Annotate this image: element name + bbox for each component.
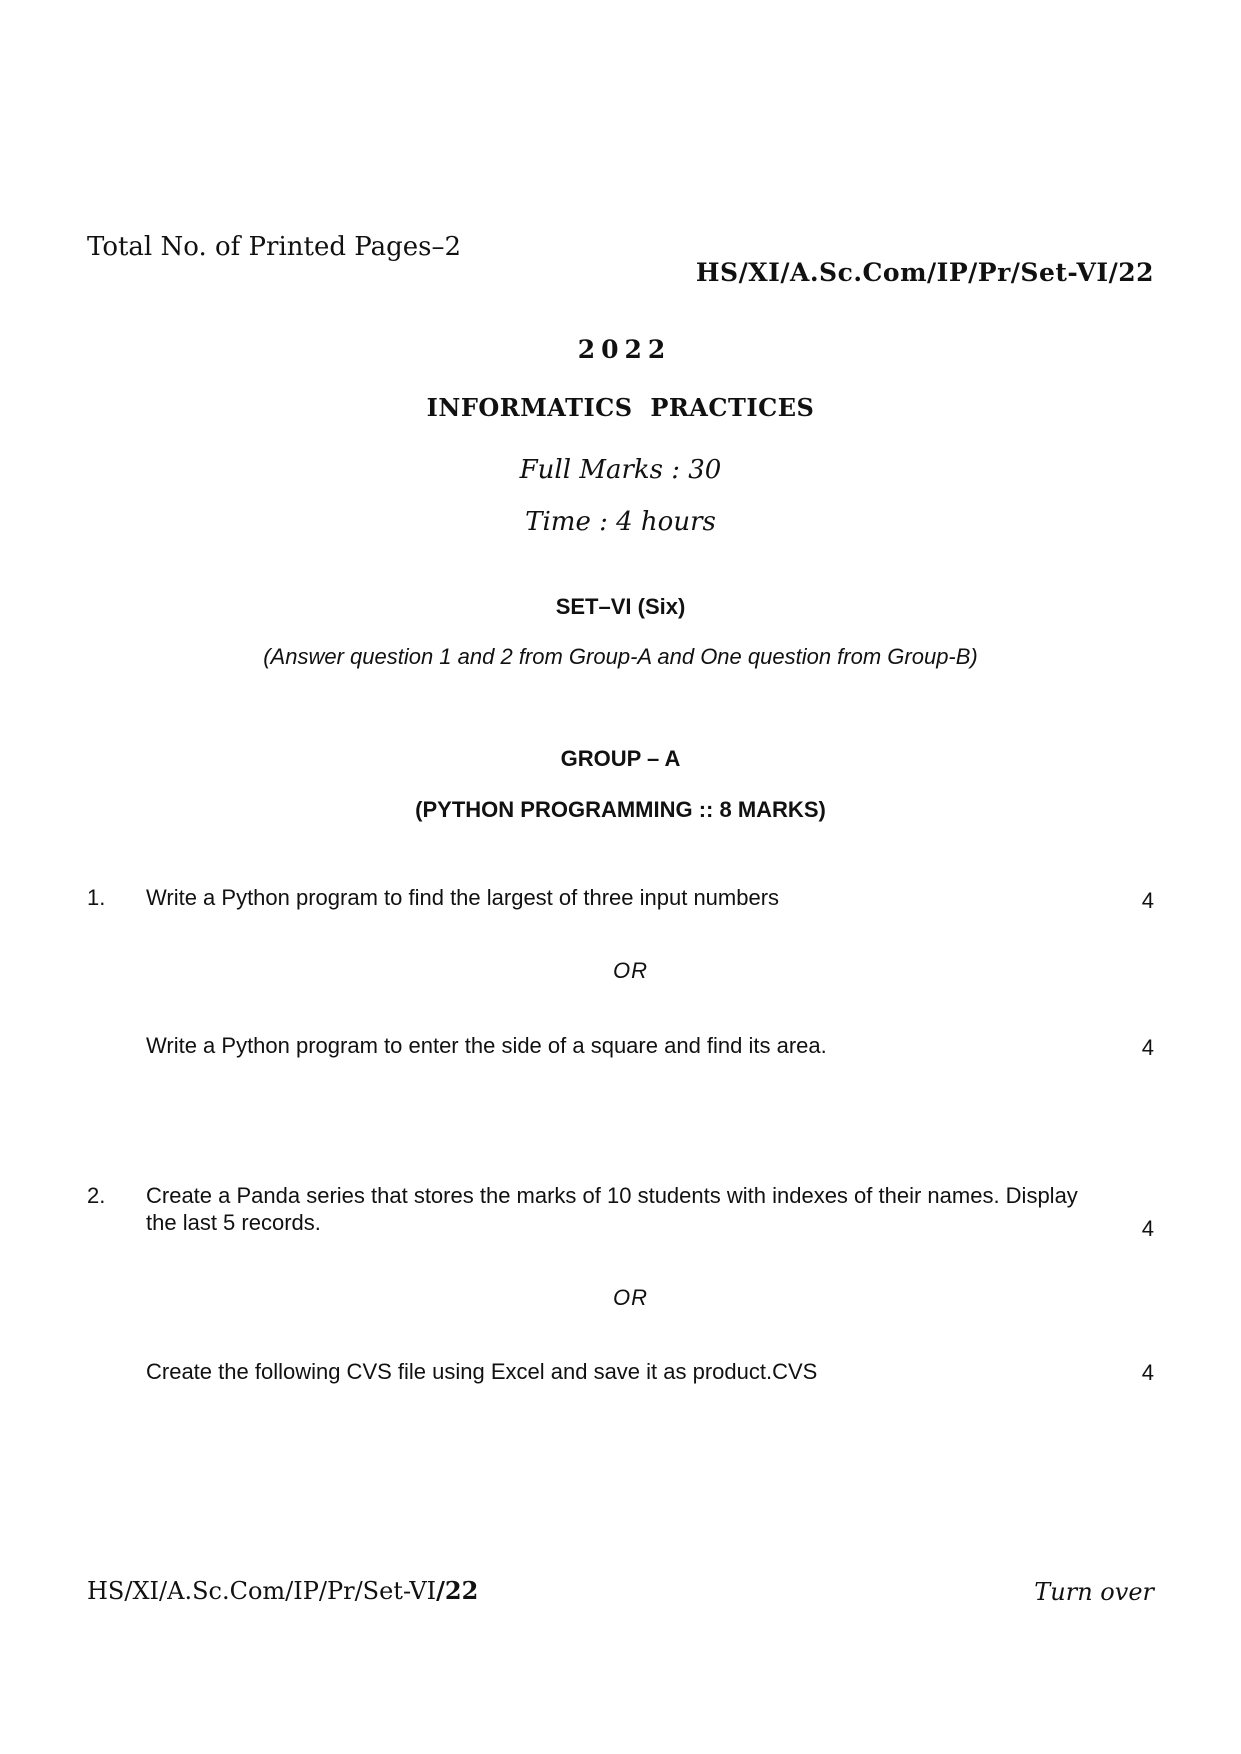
- question-marks: 4: [1141, 1216, 1154, 1241]
- subject-title: INFORMATICS PRACTICES: [426, 393, 815, 422]
- question-alt-text: Create the following CVS file using Excel and save it as product.CVS: [146, 1359, 818, 1384]
- question-alt-marks: 4: [1141, 1035, 1154, 1060]
- footer-paper-code: [87, 1576, 478, 1605]
- question-number: 1.: [87, 885, 106, 910]
- group-title: GROUP – A: [560, 746, 681, 771]
- exam-time: Time : 4 hours: [525, 507, 716, 537]
- question-marks: 4: [1141, 888, 1154, 913]
- or-separator: OR: [613, 958, 648, 983]
- or-separator: OR: [613, 1285, 648, 1310]
- footer-code-main: HS/XI/A.Sc.Com/IP/Pr/Set-VI: [87, 1577, 437, 1605]
- paper-code: HS/XI/A.Sc.Com/IP/Pr/Set-VI/22: [695, 258, 1154, 287]
- group-subtitle: (PYTHON PROGRAMMING :: 8 MARKS): [415, 797, 826, 822]
- set-label: SET–VI (Six): [555, 594, 686, 619]
- footer-code-year: /22: [436, 1576, 479, 1605]
- question-text: Create a Panda series that stores the marks of 10 students with indexes of their names. Display the last 5 records.: [146, 1183, 1078, 1235]
- printed-pages-count: Total No. of Printed Pages–2: [87, 232, 461, 262]
- turn-over-label: Turn over: [1034, 1578, 1154, 1606]
- full-marks: Full Marks : 30: [519, 455, 722, 485]
- question-alt-text: Write a Python program to enter the side of a square and find its area.: [146, 1033, 827, 1058]
- question-alt-marks: 4: [1141, 1360, 1154, 1385]
- instructions: (Answer question 1 and 2 from Group-A and One question from Group-B): [263, 644, 978, 669]
- exam-year: 2022: [577, 335, 672, 364]
- question-text: Write a Python program to find the largest of three input numbers: [146, 885, 780, 910]
- question-number: 2.: [87, 1183, 106, 1208]
